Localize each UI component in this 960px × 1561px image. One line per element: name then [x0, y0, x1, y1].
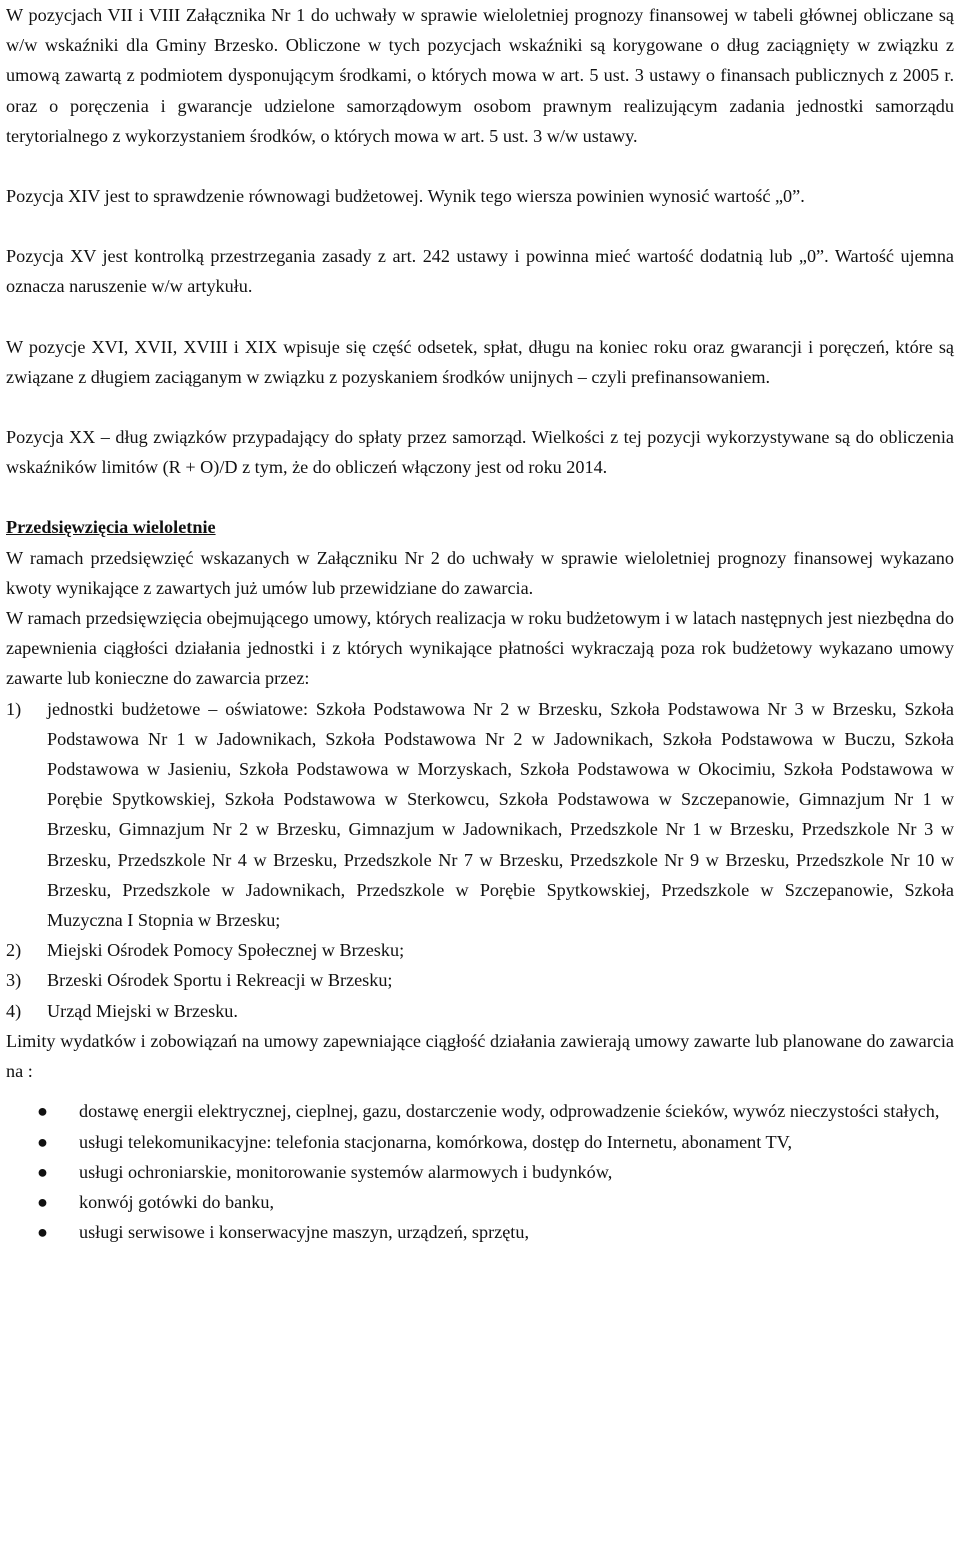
list-item: [6, 965, 954, 995]
paragraph-przedsiewziecia: W ramach przedsięwzięć wskazanych w Załączniku Nr 2 do uchwały w sprawie wieloletniej prognozy finansowej wykazano kwoty wynikające z zawartych już umów lub przewidziane do zawarcia.: [6, 547, 954, 598]
list-marker: 1): [6, 698, 22, 719]
list-item-text: Miejski Ośrodek Pomocy Społecznej w Brzesku;: [47, 940, 405, 961]
list-item: [6, 694, 954, 936]
bullet-icon: ●: [37, 1161, 48, 1182]
paragraph-umowy: W ramach przedsięwzięcia obejmującego umowy, których realizacja w roku budżetowym i w latach następnych jest niezbędna do zapewnienia ciągłości działania jednostki i z których wynikające płatności wykraczają poza rok budżetowy wykazano umowy zawarte lub konieczne do zawarcia przez:: [6, 608, 954, 689]
section-heading: Przedsięwzięcia wieloletnie: [6, 517, 216, 538]
list-item-text: konwój gotówki do banku,: [79, 1191, 275, 1212]
list-item-text: Urząd Miejski w Brzesku.: [47, 1000, 238, 1021]
paragraph-pozycja-xx: Pozycja XX – dług związków przypadający do spłaty przez samorząd. Wielkości z tej pozycji wykorzystywane są do obliczenia wskaźników limitów (R + O)/D z tym, że do obliczeń włączony jest od roku 2014.: [6, 427, 954, 478]
list-item: [6, 1096, 954, 1126]
list-item: [6, 1217, 954, 1247]
paragraph-pozycja-xv: Pozycja XV jest kontrolką przestrzegania zasady z art. 242 ustawy i powinna mieć wartość dodatnią lub „0”. Wartość ujemna oznacza naruszenie w/w artykułu.: [6, 246, 954, 297]
list-item-text: usługi serwisowe i konserwacyjne maszyn, urządzeń, sprzętu,: [79, 1222, 529, 1243]
list-marker: 2): [6, 940, 22, 961]
list-item-text: Brzeski Ośrodek Sportu i Rekreacji w Brzesku;: [47, 970, 393, 991]
list-item: [6, 1157, 954, 1187]
list-item: [6, 1187, 954, 1217]
list-item-text: usługi telekomunikacyjne: telefonia stacjonarna, komórkowa, dostęp do Internetu, abonament TV,: [79, 1131, 792, 1152]
list-marker: 3): [6, 970, 22, 991]
list-item: [6, 1127, 954, 1157]
paragraph-wskazniki: W pozycjach VII i VIII Załącznika Nr 1 do uchwały w sprawie wieloletniej prognozy finansowej w tabeli głównej obliczane są w/w wskaźniki dla Gminy Brzesko. Obliczone w tych pozycjach wskaźniki są korygowane o dług zaciągnięty w związku z umową zawartą z podmiotem dysponującym środkami, o których mowa w art. 5 ust. 3 ustawy o finansach publicznych z 2005 r. oraz o poręczenia i gwarancje udzielone samorządowym osobom prawnym realizującym zadania jednostki samorządu terytorialnego z wykorzystaniem środków, o których mowa w art. 5 ust. 3 w/w ustawy.: [6, 5, 954, 146]
numbered-list: [6, 694, 954, 1026]
bullet-icon: ●: [37, 1191, 48, 1212]
paragraph-pozycja-xiv: Pozycja XIV jest to sprawdzenie równowagi budżetowej. Wynik tego wiersza powinien wynosić wartość „0”.: [6, 186, 805, 207]
bullet-icon: ●: [37, 1131, 48, 1152]
bullet-icon: ●: [37, 1101, 48, 1122]
list-item: [6, 996, 954, 1026]
list-item-text: jednostki budżetowe – oświatowe: Szkoła Podstawowa Nr 2 w Brzesku, Szkoła Podstawowa Nr 3 w Brzesku, Szkoła Podstawowa Nr 1 w Jadownikach, Szkoła Podstawowa Nr 2 w Jadownikach, Szkoła Podstawowa w Buczu, Szkoła Podstawowa w Jasieniu, Szkoła Podstawowa w Morzyskach, Szkoła Podstawowa w Okocimiu, Szkoła Podstawowa w Porębie Spytkowskiej, Szkoła Podstawowa w Sterkowcu, Szkoła Podstawowa w Szczepanowie, Gimnazjum Nr 1 w Brzesku, Gimnazjum Nr 2 w Brzesku, Gimnazjum w Jadownikach, Przedszkole Nr 1 w Brzesku, Przedszkole Nr 3 w Brzesku, Przedszkole Nr 4 w Brzesku, Przedszkole Nr 7 w Brzesku, Przedszkole Nr 9 w Brzesku, Przedszkole Nr 10 w Brzesku, Przedszkole w Jadownikach, Przedszkole w Porębie Spytkowskiej, Przedszkole w Szczepanowie, Szkoła Muzyczna I Stopnia w Brzesku;: [47, 698, 954, 931]
list-item-text: usługi ochroniarskie, monitorowanie systemów alarmowych i budynków,: [79, 1161, 613, 1182]
bullet-icon: ●: [37, 1222, 48, 1243]
bullet-list: [6, 1096, 954, 1247]
list-item-text: dostawę energii elektrycznej, cieplnej, gazu, dostarczenie wody, odprowadzenie ścieków, wywóz nieczystości stałych,: [79, 1101, 940, 1122]
paragraph-pozycje-xvi-xix: W pozycje XVI, XVII, XVIII i XIX wpisuje się część odsetek, spłat, długu na koniec roku oraz gwarancji i poręczeń, które są związane z długiem zaciąganym w związku z pozyskaniem środków unijnych – czyli prefinansowaniem.: [6, 336, 954, 387]
list-item: [6, 935, 954, 965]
list-marker: 4): [6, 1000, 22, 1021]
paragraph-limity: Limity wydatków i zobowiązań na umowy zapewniające ciągłość działania zawierają umowy zawarte lub planowane do zawarcia na :: [6, 1030, 954, 1082]
